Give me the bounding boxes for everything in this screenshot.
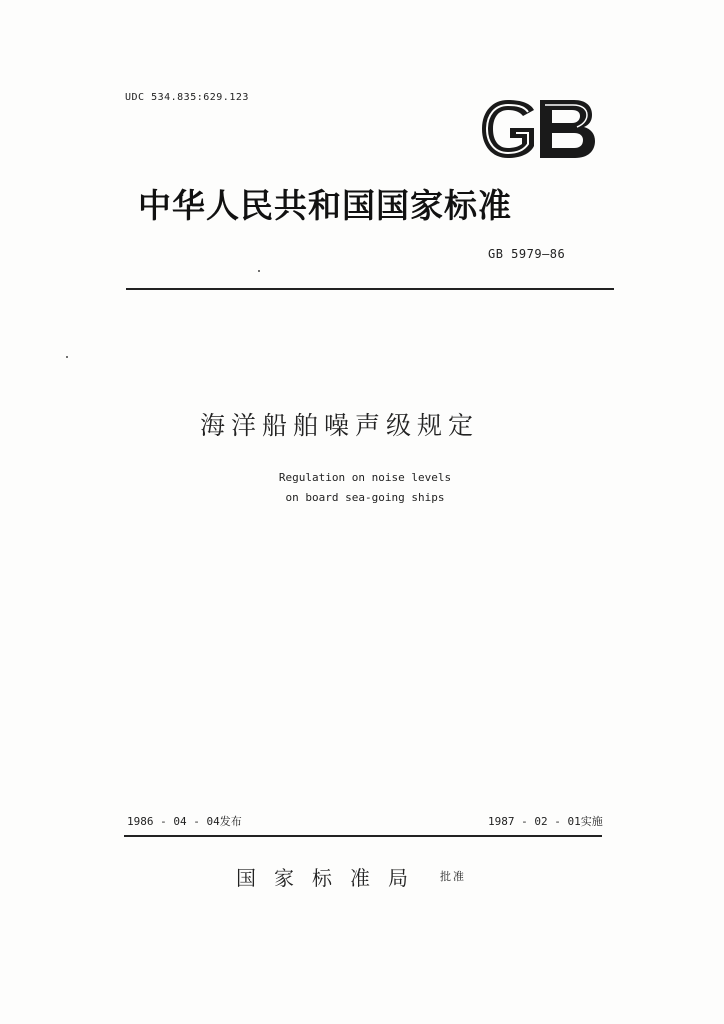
document-title-cn: 海洋船舶噪声级规定 — [200, 411, 480, 440]
footer-divider — [124, 835, 602, 837]
publisher-name: 国家标准局 — [236, 866, 426, 890]
standard-number: GB 5979—86 — [488, 247, 566, 261]
national-standard-title: 中华人民共和国国家标准 — [138, 186, 512, 225]
effective-date: 1987 - 02 - 01实施 — [488, 815, 603, 828]
document-title-en — [240, 468, 490, 508]
document-title-en-line1: Regulation on noise levels — [278, 471, 452, 484]
scan-speck — [66, 356, 68, 358]
scan-speck — [258, 270, 260, 272]
gb-logo-icon — [478, 96, 598, 162]
udc-code: UDC 534.835:629.123 — [125, 92, 249, 103]
document-title-en-line2: on board sea-going ships — [285, 491, 445, 504]
header-divider — [126, 288, 614, 290]
publisher-approval: 批准 — [440, 870, 466, 883]
issue-date: 1986 - 04 - 04发布 — [127, 815, 242, 828]
